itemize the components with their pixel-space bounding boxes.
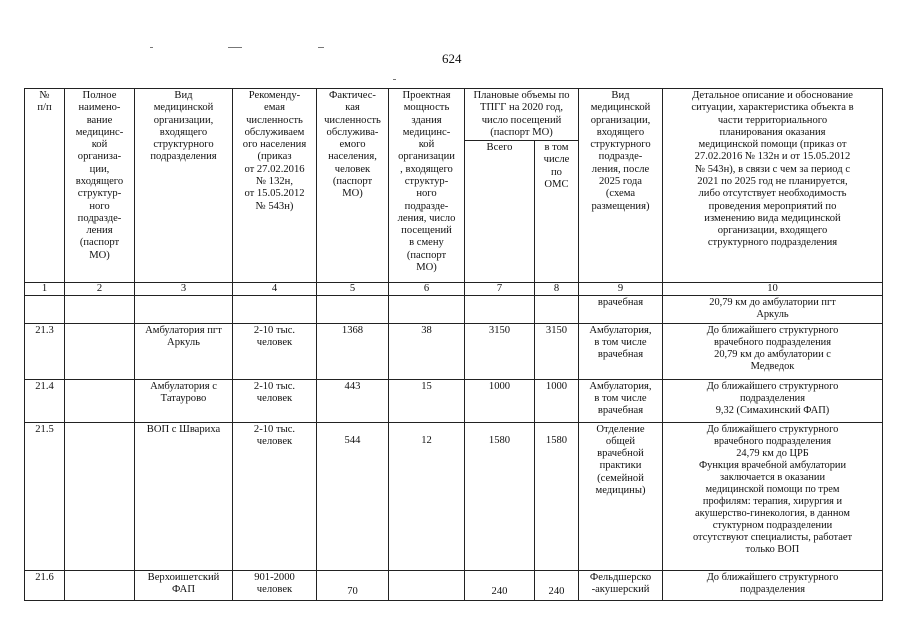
cell-actual: 443 <box>317 379 389 422</box>
cell-total: 1580 <box>465 422 535 570</box>
cell-name <box>65 422 135 570</box>
cell-type <box>135 296 233 323</box>
cell-name <box>65 323 135 379</box>
column-number: 3 <box>135 283 233 296</box>
cell-name <box>65 570 135 600</box>
cell-num: 21.3 <box>25 323 65 379</box>
cell-total: 1000 <box>465 379 535 422</box>
cell-after-2025: Амбулатория, в том числе врачебная <box>579 323 663 379</box>
cell-recommended <box>233 296 317 323</box>
header-full-name: Полное наимено- вание медицинс- кой организа- ции, входящего структур- ного подразде- ления (паспорт МО) <box>65 89 135 283</box>
cell-actual: 1368 <box>317 323 389 379</box>
cell-oms: 1580 <box>535 422 579 570</box>
cell-oms <box>535 296 579 323</box>
scan-speck <box>318 47 324 48</box>
cell-capacity: 12 <box>389 422 465 570</box>
header-description: Детальное описание и обоснование ситуации, характеристика объекта в части территориального планирования оказания медицинской помощи (приказ от 27.02.2016 № 132н и от 15.05.2012 № 543н), в связи с чем за период с 2021 по 2025 год не планируется, либо отсутствует необходимость проведения мероприятий по изменению вида медицинской организации, входящего структурного подразделения <box>663 89 883 283</box>
cell-after-2025: врачебная <box>579 296 663 323</box>
column-number: 1 <box>25 283 65 296</box>
cell-description: До ближайшего структурного подразделения <box>663 570 883 600</box>
header-num: № п/п <box>25 89 65 283</box>
cell-capacity <box>389 296 465 323</box>
table-row <box>25 296 883 323</box>
cell-after-2025: Фельдшерско -акушерский <box>579 570 663 600</box>
cell-total: 3150 <box>465 323 535 379</box>
cell-description: До ближайшего структурного подразделения 9,32 (Симахинский ФАП) <box>663 379 883 422</box>
header-oms: в том числе по ОМС <box>535 141 579 283</box>
header-planned-volumes: Плановые объемы по ТПГГ на 2020 год, число посещений (паспорт МО) <box>465 89 579 141</box>
column-number: 7 <box>465 283 535 296</box>
cell-name <box>65 296 135 323</box>
cell-recommended: 901-2000 человек <box>233 570 317 600</box>
page-number: 624 <box>442 51 462 66</box>
column-number: 10 <box>663 283 883 296</box>
column-number: 5 <box>317 283 389 296</box>
cell-actual: 544 <box>317 422 389 570</box>
cell-type: Верхоишетский ФАП <box>135 570 233 600</box>
cell-total <box>465 296 535 323</box>
column-number: 9 <box>579 283 663 296</box>
table-row <box>25 379 883 422</box>
scan-speck <box>150 47 153 48</box>
cell-description: До ближайшего структурного врачебного подразделения 24,79 км до ЦРБ Функция врачебной амбулатории заключается в оказании медицинской помощи по трем профилям: терапия, хирургия и акушерство-гинекология, в данном стуктурном подразделении отсутствуют специалисты, работает только ВОП <box>663 422 883 570</box>
cell-type: ВОП с Швариха <box>135 422 233 570</box>
cell-description: До ближайшего структурного врачебного подразделения 20,79 км до амбулатории с Медведок <box>663 323 883 379</box>
cell-actual: 70 <box>317 570 389 600</box>
cell-after-2025: Отделение общей врачебной практики (семейной медицины) <box>579 422 663 570</box>
header-type-after-2025: Вид медицинской организации, входящего структурного подразде- ления, после 2025 года (схема размещения) <box>579 89 663 283</box>
table-row <box>25 422 883 570</box>
header-recommended-population: Рекоменду- емая численность обслуживаем ого населения (приказ от 27.02.2016 № 132н, от 15.05.2012 № 543н) <box>233 89 317 283</box>
cell-capacity <box>389 570 465 600</box>
column-numbers-row <box>25 283 883 296</box>
data-table <box>24 88 883 601</box>
cell-type: Амбулатория с Татаурово <box>135 379 233 422</box>
column-number: 4 <box>233 283 317 296</box>
cell-oms: 240 <box>535 570 579 600</box>
cell-num: 21.4 <box>25 379 65 422</box>
cell-num: 21.6 <box>25 570 65 600</box>
header-design-capacity: Проектная мощность здания медицинс- кой организации , входящего структур- ного подразде- ления, число посещений в смену (паспорт МО) <box>389 89 465 283</box>
cell-oms: 3150 <box>535 323 579 379</box>
cell-capacity: 15 <box>389 379 465 422</box>
column-number: 6 <box>389 283 465 296</box>
header-actual-population: Фактичес- кая численность обслужива- емого населения, человек (паспорт МО) <box>317 89 389 283</box>
cell-recommended: 2-10 тыс. человек <box>233 323 317 379</box>
cell-recommended: 2-10 тыс. человек <box>233 379 317 422</box>
column-number: 2 <box>65 283 135 296</box>
cell-description: 20,79 км до амбулатории пгт Аркуль <box>663 296 883 323</box>
cell-num <box>25 296 65 323</box>
cell-name <box>65 379 135 422</box>
cell-total: 240 <box>465 570 535 600</box>
cell-oms: 1000 <box>535 379 579 422</box>
scan-speck <box>228 47 242 48</box>
header-total: Всего <box>465 141 535 283</box>
cell-type: Амбулатория пгт Аркуль <box>135 323 233 379</box>
cell-num: 21.5 <box>25 422 65 570</box>
table-row <box>25 323 883 379</box>
table-row <box>25 570 883 600</box>
header-org-type: Вид медицинской организации, входящего структурного подразделения <box>135 89 233 283</box>
column-number: 8 <box>535 283 579 296</box>
cell-actual <box>317 296 389 323</box>
scan-speck <box>393 79 396 80</box>
cell-recommended: 2-10 тыс. человек <box>233 422 317 570</box>
cell-after-2025: Амбулатория, в том числе врачебная <box>579 379 663 422</box>
cell-capacity: 38 <box>389 323 465 379</box>
